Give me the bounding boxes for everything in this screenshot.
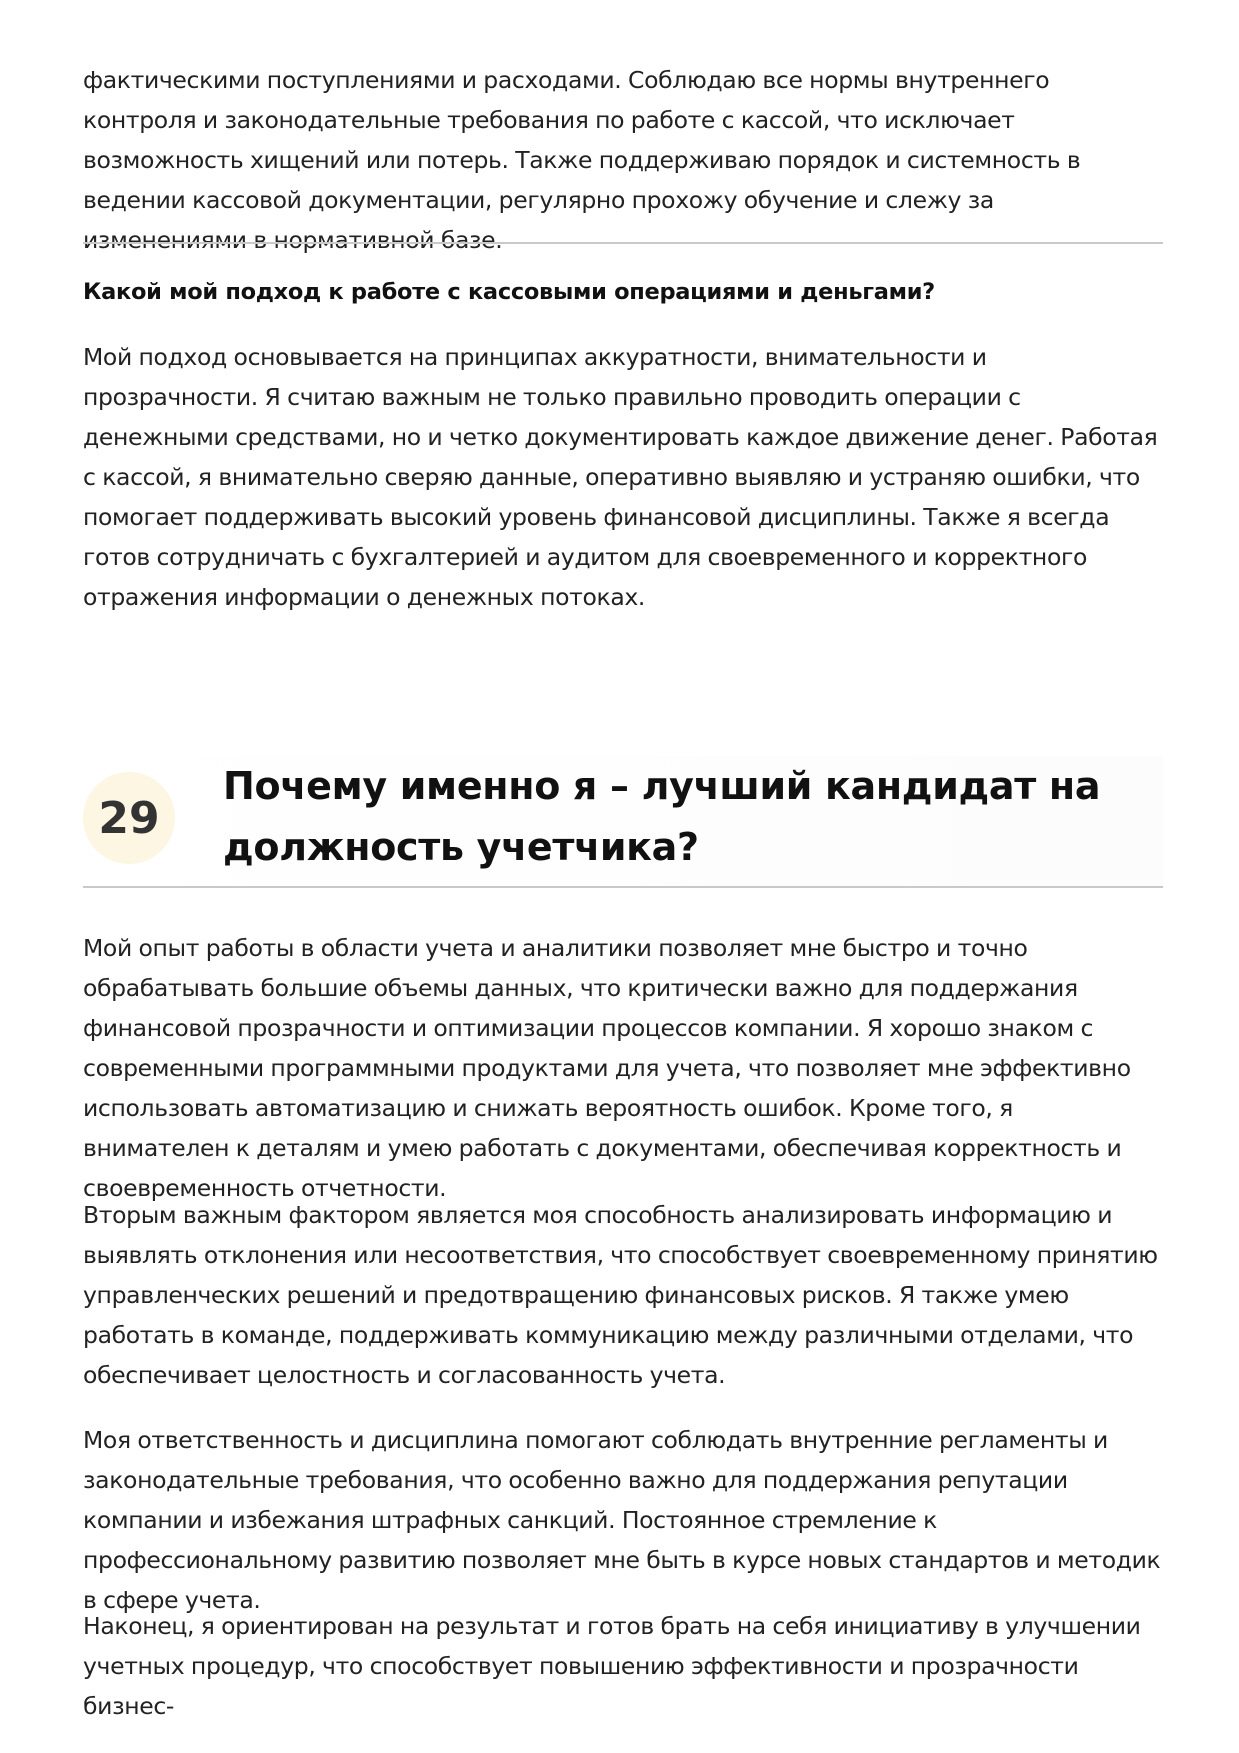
section-header (83, 756, 1163, 886)
intro-paragraph: фактическими поступлениями и расходами. Соблюдаю все нормы внутреннего контроля и законодательные требования по работе с кассой, что исключает возможность хищений или потерь. Также поддерживаю порядок и системность в ведении кассовой документации, регулярно прохожу обучение и слежу за изменениями в нормативной базе. (83, 66, 1081, 254)
section-paragraph-1: Мой опыт работы в области учета и аналитики позволяет мне быстро и точно обрабатывать большие объемы данных, что критически важно для поддержания финансовой прозрачности и оптимизации процессов компании. Я хорошо знаком с современными программными продуктами для учета, что позволяет мне эффективно использовать автоматизацию и снижать вероятность ошибок. Кроме того, я внимателен к деталям и умею работать с документами, обеспечивая корректность и своевременность отчетности. (83, 934, 1131, 1202)
section-number-badge: 29 (83, 772, 175, 864)
divider-section (83, 886, 1163, 888)
section-paragraph-4: Наконец, я ориентирован на результат и готов брать на себя инициативу в улучшении учетных процедур, что способствует повышению эффективности и прозрачности бизнес- (83, 1612, 1141, 1720)
section-paragraph-2: Вторым важным фактором является моя способность анализировать информацию и выявлять отклонения или несоответствия, что способствует своевременному принятию управленческих решений и предотвращению финансовых рисков. Я также умею работать в команде, поддерживать коммуникацию между различными отделами, что обеспечивает целостность и согласованность учета. (83, 1201, 1158, 1389)
divider-top (83, 242, 1163, 244)
section-paragraph-3: Моя ответственность и дисциплина помогают соблюдать внутренние регламенты и законодательные требования, что особенно важно для поддержания репутации компании и избежания штрафных санкций. Постоянное стремление к профессиональному развитию позволяет мне быть в курсе новых стандартов и методик в сфере учета. (83, 1426, 1161, 1614)
question-heading: Какой мой подход к работе с кассовыми операциями и деньгами? (83, 279, 935, 305)
section-title: Почему именно я – лучший кандидат на должность учетчика? (223, 764, 1101, 869)
question-answer: Мой подход основывается на принципах аккуратности, внимательности и прозрачности. Я считаю важным не только правильно проводить операции с денежными средствами, но и четко документировать каждое движение денег. Работая с кассой, я внимательно сверяю данные, оперативно выявляю и устраняю ошибки, что помогает поддерживать высокий уровень финансовой дисциплины. Также я всегда готов сотрудничать с бухгалтерией и аудитом для своевременного и корректного отражения информации о денежных потоках. (83, 343, 1158, 611)
